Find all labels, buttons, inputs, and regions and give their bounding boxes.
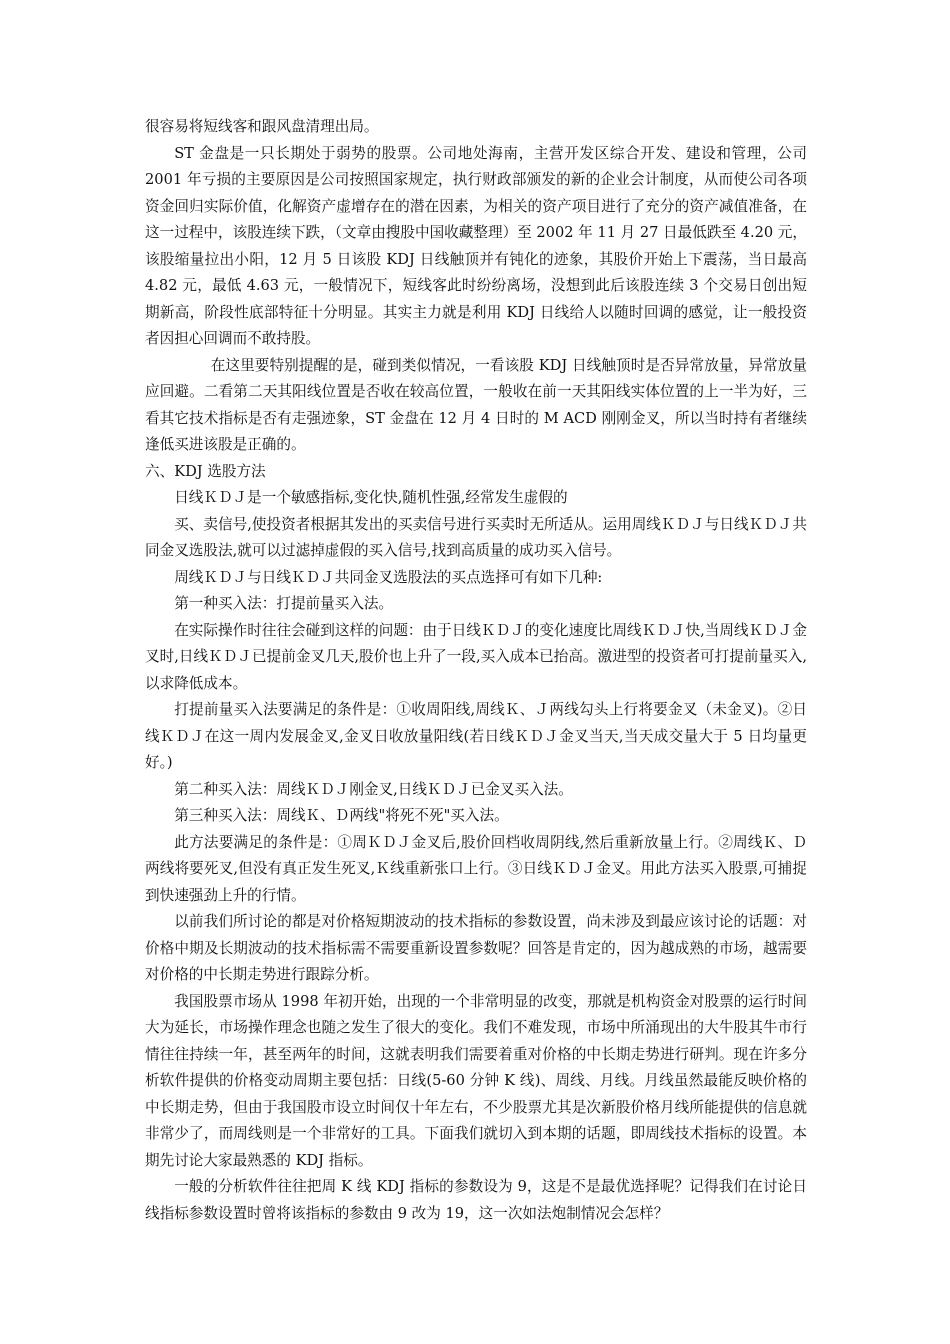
paragraph: 很容易将短线客和跟风盘清理出局。 — [145, 118, 379, 135]
paragraph: 以前我们所讨论的都是对价格短期波动的技术指标的参数设置，尚未涉及到最应该讨论的话题：对价格中期及长期波动的技术指标需不需要重新设置参数呢？回答是肯定的，因为越成熟的市场，越需要对价格的中长期走势进行跟踪分析。 — [145, 913, 807, 983]
paragraph: 一般的分析软件往往把周 K 线 KDJ 指标的参数设为 9，这是不是最优选择呢？记得我们在讨论日线指标参数设置时曾将该指标的参数由 9 改为 19，这一次如法炮制情况会怎样？ — [145, 1178, 807, 1222]
paragraph: 在实际操作时往往会碰到这样的问题：由于日线ＫＤＪ的变化速度比周线ＫＤＪ快,当周线ＫＤＪ金叉时,日线ＫＤＪ已提前金叉几天,股价也上升了一段,买入成本已抬高。激进型的投资者可打提前量买入,以求降低成本。 — [145, 621, 807, 692]
paragraph: 买、卖信号,使投资者根据其发出的买卖信号进行买卖时无所适从。运用周线ＫＤＪ与日线ＫＤＪ共同金叉选股法,就可以过滤掉虚假的买入信号,找到高质量的成功买入信号。 — [145, 515, 807, 559]
paragraph: 在这里要特别提醒的是，碰到类似情况，一看该股 KDJ 日线触顶时是否异常放量，异常放量应回避。二看第二天其阳线位置是否收在较高位置，一般收在前一天其阳线实体位置的上一半为好，三看其它技术指标是否有走强迹象，ST 金盘在 12 月 4 日时的 M ACD 刚刚金叉，所以当时持有者继续逢低买进该股是正确的。 — [145, 356, 807, 453]
paragraph: 我国股票市场从 1998 年初开始，出现的一个非常明显的改变，那就是机构资金对股票的运行时间大为延长，市场操作理念也随之发生了很大的变化。我们不难发现，市场中所涌现出的大牛股其牛市行情往往持续一年，甚至两年的时间，这就表明我们需要着重对价格的中长期走势进行研判。现在许多分析软件提供的价格变动周期主要包括：日线(5-60 分钟 K 线)、周线、月线。月线虽然最能反映价格的中长期走势，但由于我国股市设立时间仅十年左右，不少股票尤其是次新股价格月线所能提供的信息就非常少了，而周线则是一个非常好的工具。下面我们就切入到本期的话题，即周线技术指标的设置。本期先讨论大家最熟悉的 KDJ 指标。 — [145, 992, 807, 1169]
paragraph: 第二种买入法：周线ＫＤＪ刚金叉,日线ＫＤＪ已金叉买入法。 — [174, 780, 573, 798]
paragraph: 日线ＫＤＪ是一个敏感指标,变化快,随机性强,经常发生虚假的 — [174, 489, 568, 506]
paragraph: 第三种买入法：周线Ｋ、Ｄ两线"将死不死"买入法。 — [174, 807, 509, 824]
paragraph: ST 金盘是一只长期处于弱势的股票。公司地处海南，主营开发区综合开发、建设和管理，公司 2001 年亏损的主要原因是公司按照国家规定，执行财政部颁发的新的企业会计制度，从而使公司各项资金回归实际价值，化解资产虚增存在的潜在因素，为相关的资产项目进行了充分的资产减值准备，在这一过程中，该股连续下跌，（文章由搜股中国收藏整理）至 2002 年 11 月 27 日最低跌至 4.20 元，该股缩量拉出小阳，12 月 5 日该股 KDJ 日线触顶并有钝化的迹象，其股价开始上下震荡，当日最高 4.82 元，最低 4.63 元，一般情况下，短线客此时纷纷离场，没想到此后该股连续 3 个交易日创出短期新高，阶段性底部特征十分明显。其实主力就是利用 KDJ 日线给人以随时回调的感觉，让一般投资者因担心回调而不敢持股。 — [145, 144, 807, 347]
document-body — [145, 114, 807, 1227]
paragraph: 第一种买入法：打提前量买入法。 — [174, 595, 394, 612]
paragraph: 打提前量买入法要满足的条件是：①收周阳线,周线Ｋ、Ｊ两线勾头上行将要金叉（未金叉)。②日线ＫＤＪ在这一周内发展金叉,金叉日收放量阳线(若日线ＫＤＪ金叉当天,当天成交量大于 5 日均量更好。) — [145, 701, 807, 771]
paragraph: 此方法要满足的条件是：①周ＫＤＪ金叉后,股价回档收周阴线,然后重新放量上行。②周线Ｋ、Ｄ两线将要死叉,但没有真正发生死叉,Ｋ线重新张口上行。③日线ＫＤＪ金叉。用此方法买入股票,可捕捉到快速强劲上升的行情。 — [145, 833, 807, 904]
section-heading: 六、KDJ 选股方法 — [145, 462, 266, 480]
paragraph: 周线ＫＤＪ与日线ＫＤＪ共同金叉选股法的买点选择可有如下几种: — [174, 568, 603, 586]
